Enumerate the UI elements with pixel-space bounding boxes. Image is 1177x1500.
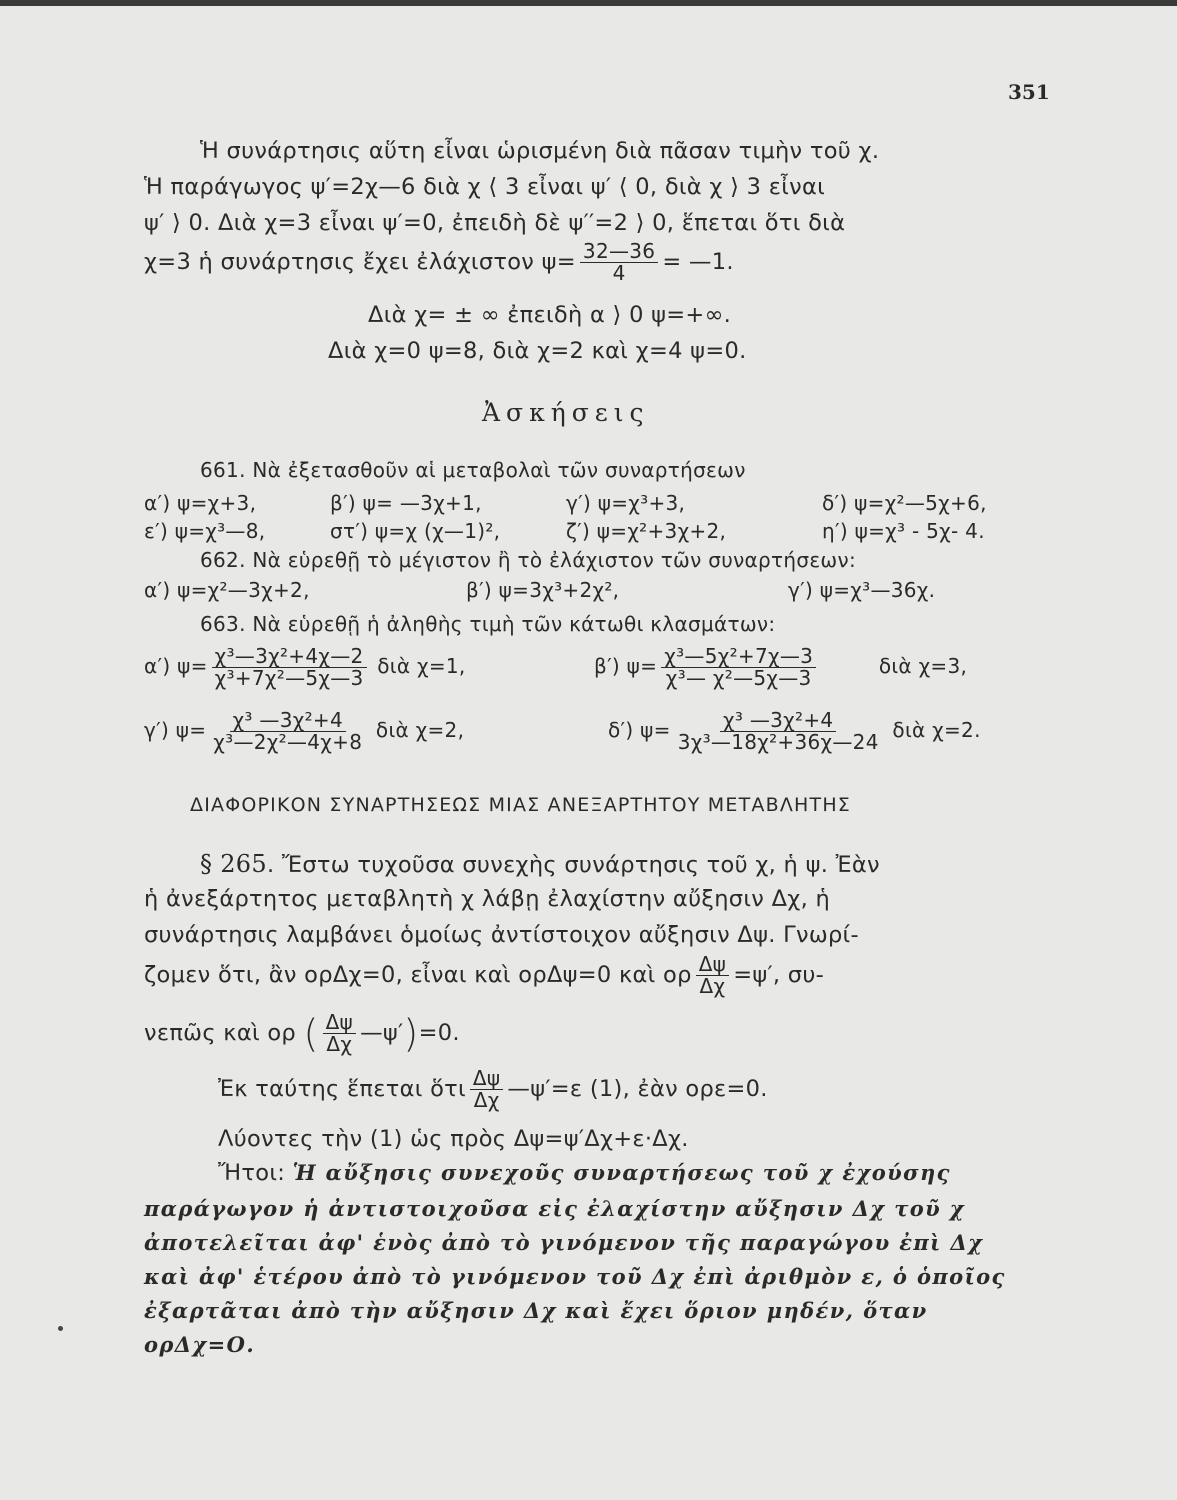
intro-line-2: Ἡ παράγωγος ψ′=2χ—6 διὰ χ ⟨ 3 εἶναι ψ′ ⟨ 0, διὰ χ ⟩ 3 εἶναι [144,174,826,200]
exercise-661-z: ζ′) ψ=χ²+3χ+2, [566,519,727,543]
theorem-line-4: καὶ ἀφ' ἑτέρου ἀπὸ τὸ γινόμενον τοῦ Δχ ἐπὶ ἀριθμὸν ε, ὁ ὁποῖος [144,1264,1006,1289]
exercise-662-a: α′) ψ=χ²—3χ+2, [144,578,310,602]
fraction-numerator: Δψ [696,954,729,976]
exercise-663-d [608,710,981,753]
line-text: νεπῶς καὶ ορ [144,1020,296,1046]
intro-line-5: Διὰ χ= ± ∞ ἐπειδὴ α ⟩ 0 ψ=+∞. [368,302,732,328]
theorem-line-6: ορΔχ=Ο. [144,1332,256,1357]
intro-line-6: Διὰ χ=0 ψ=8, διὰ χ=2 καὶ χ=4 ψ=0. [328,338,747,364]
label: β′) ψ= [594,654,658,678]
fraction-numerator: χ³ —3χ²+4 [720,710,836,732]
line-lead: Ἤτοι: [218,1160,286,1186]
section-paragraph-line-2: ἡ ἀνεξάρτητος μεταβλητὴ χ λάβῃ ἐλαχίστην αὔξησιν Δχ, ἡ [144,886,831,912]
fraction-denominator: 4 [612,261,626,285]
theorem-line-5: ἐξαρτᾶται ἀπὸ τὴν αὔξησιν Δχ καὶ ἔχει ὅριον μηδέν, ὅταν [144,1298,928,1323]
line-text-mid: —ψ′ [360,1020,404,1046]
page-number: 351 [1008,80,1050,104]
exercise-661-st: στ′) ψ=χ (χ—1)², [330,519,501,543]
theorem-line-3: ἀποτελεῖται ἀφ' ἑνὸς ἀπὸ τὸ γινόμενον τῆς παραγώγου ἐπὶ Δχ [144,1230,984,1255]
fraction-numerator: Δψ [470,1068,503,1090]
fraction [675,710,882,753]
fraction-denominator: χ³+7χ²—5χ—3 [214,666,364,690]
derivative-fraction [323,1012,356,1055]
fraction-denominator: χ³— χ²—5χ—3 [665,666,812,690]
line-text-end: =0. [418,1020,460,1046]
fraction-numerator: 32—36 [580,241,658,263]
exercise-661-b: β′) ψ= —3χ+1, [330,491,482,515]
theorem-start: Ἡ αὔξησις συνεχοῦς συναρτήσεως τοῦ χ ἐχούσης [292,1160,951,1185]
section-paragraph-line-4 [144,954,824,997]
exercise-661-c: γ′) ψ=χ³+3, [566,491,686,515]
right-paren: ) [403,1011,419,1056]
intro-line-4-text: χ=3 ἡ συνάρτησις ἔχει ἐλάχιστον ψ= [144,249,576,275]
label: γ′) ψ= [144,718,207,742]
derivative-fraction [470,1068,503,1111]
section-paragraph-line-8 [218,1160,951,1186]
exercise-663: 663. Νὰ εὑρεθῇ ἡ ἀληθὴς τιμὴ τῶν κάτωθι κλασμάτων: [200,612,776,636]
exercise-662-b: β′) ψ=3χ³+2χ², [466,578,620,602]
condition: διὰ χ=2. [892,718,981,742]
intro-line-4-result: = —1. [662,249,734,275]
fraction-numerator: χ³—3χ²+4χ—2 [212,646,367,668]
exercise-661-a: α′) ψ=χ+3, [144,491,257,515]
left-paren: ( [303,1011,319,1056]
section-paragraph-line-6 [218,1068,768,1111]
section-paragraph-line-1 [200,850,880,878]
fraction [210,710,365,753]
fraction-numerator: χ³—5χ²+7χ—3 [661,646,816,668]
exercise-662-c: γ′) ψ=χ³—36χ. [788,578,936,602]
section-paragraph-line-5 [144,1012,460,1055]
exercise-661: 661. Νὰ ἐξετασθοῦν αἱ μεταβολαὶ τῶν συναρτήσεων [200,458,746,482]
exercise-663-b [594,646,967,689]
exercises-heading: Ἀσκήσεις [482,398,650,427]
min-value-fraction [580,241,658,284]
section-number: § 265 [200,850,267,878]
scan-top-edge [0,0,1177,6]
condition: διὰ χ=1, [377,654,466,678]
condition: διὰ χ=3, [878,654,968,678]
fraction-denominator: Δχ [699,974,726,998]
section-paragraph-line-3: συνάρτησις λαμβάνει ὁμοίως ἀντίστοιχον αὔξησιν Δψ. Γνωρί- [144,922,859,948]
exercise-663-c [144,710,464,753]
line-text: . Ἔστω τυχοῦσα συνεχὴς συνάρτησις τοῦ χ, ἡ ψ. Ἐὰν [266,852,880,878]
intro-line-3: ψ′ ⟩ 0. Διὰ χ=3 εἶναι ψ′=0, ἐπειδὴ δὲ ψ′′=2 ⟩ 0, ἕπεται ὅτι διὰ [144,210,846,236]
exercise-663-a [144,646,466,689]
fraction-denominator: 3χ³—18χ²+36χ—24 [677,730,879,754]
condition: διὰ χ=2, [375,718,465,742]
section-paragraph-line-7: Λύοντες τὴν (1) ὡς πρὸς Δψ=ψ′Δχ+ε·Δχ. [218,1126,689,1152]
exercise-661-d: δ′) ψ=χ²—5χ+6, [822,491,987,515]
derivative-fraction [696,954,729,997]
fraction-denominator: Δχ [326,1032,353,1056]
label: δ′) ψ= [608,718,671,742]
theorem-line-2: παράγωγον ἡ ἀντιστοιχοῦσα εἰς ἐλαχίστην αὔξησιν Δχ τοῦ χ [144,1196,966,1221]
fraction-denominator: Δχ [473,1088,500,1112]
margin-dot [58,1326,63,1331]
fraction-numerator: Δψ [323,1012,356,1034]
section-title: ΔΙΑΦΟΡΙΚΟΝ ΣΥΝΑΡΤΗΣΕΩΣ ΜΙΑΣ ΑΝΕΞΑΡΤΗΤΟΥ ΜΕΤΑΒΛΗΤΗΣ [190,794,852,816]
line-text-end: —ψ′=ε (1), ἐὰν ορε=0. [507,1076,768,1102]
line-text: ζομεν ὅτι, ἂν ορΔχ=0, εἶναι καὶ ορΔψ=0 καὶ ορ [144,962,692,988]
line-text: Ἐκ ταύτης ἕπεται ὅτι [218,1076,466,1102]
line-text-end: =ψ′, συ- [733,962,825,988]
intro-line-1: Ἡ συνάρτησις αὕτη εἶναι ὡρισμένη διὰ πᾶσαν τιμὴν τοῦ χ. [200,138,880,164]
fraction [661,646,816,689]
exercise-662: 662. Νὰ εὑρεθῇ τὸ μέγιστον ἢ τὸ ἐλάχιστον τῶν συναρτήσεων: [200,548,856,572]
fraction-denominator: χ³—2χ²—4χ+8 [213,730,363,754]
exercise-661-e: ε′) ψ=χ³—8, [144,519,266,543]
intro-line-4 [144,241,734,284]
label: α′) ψ= [144,654,208,678]
fraction [212,646,367,689]
exercise-661-h: η′) ψ=χ³ - 5χ- 4. [822,519,985,543]
fraction-numerator: χ³ —3χ²+4 [230,710,346,732]
